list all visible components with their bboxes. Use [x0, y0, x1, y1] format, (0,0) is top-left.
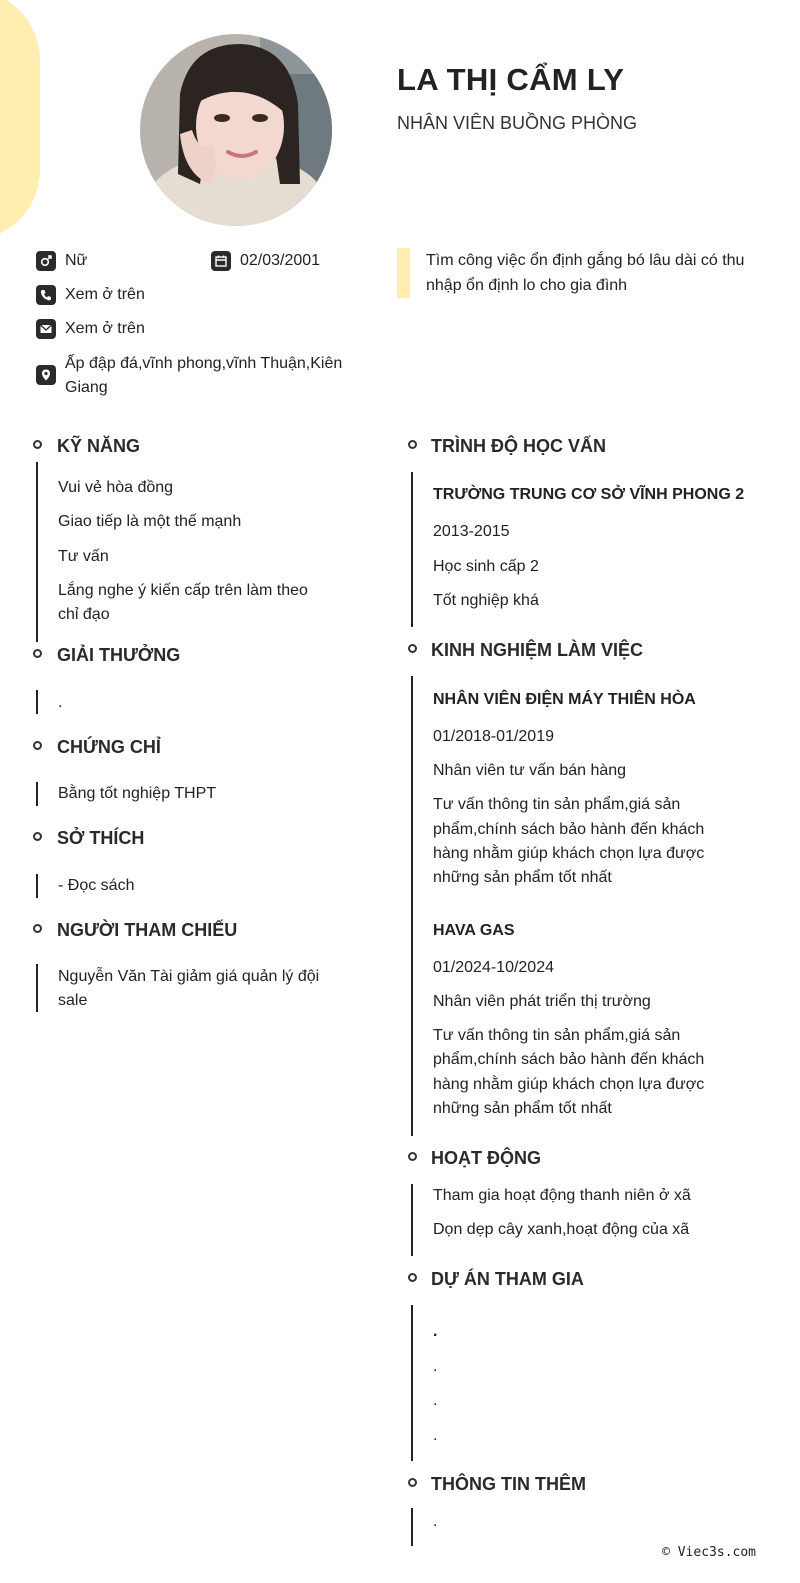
education-period: 2013-2015	[433, 523, 510, 540]
skills-title: KỸ NĂNG	[57, 436, 141, 456]
activities-title: HOẠT ĐỘNG	[431, 1148, 541, 1168]
job-position: Nhân viên tư vấn bán hàng	[433, 762, 627, 779]
skill-item: Tư vấn	[58, 548, 109, 565]
job-description-line: Tư vấn thông tin sản phẩm,giá sản	[433, 1027, 681, 1044]
section-bullet	[408, 440, 417, 449]
section-bullet	[408, 1478, 417, 1487]
email-icon	[36, 319, 56, 339]
job-title: NHÂN VIÊN BUỒNG PHÒNG	[397, 113, 638, 133]
project-item: .	[433, 1323, 438, 1340]
location-icon	[36, 365, 56, 385]
project-item: .	[433, 1392, 438, 1409]
birthday-row	[211, 251, 320, 273]
footer-copyright: © Viec3s.com	[662, 1545, 756, 1560]
job-description-line: hàng nhằm giúp khách chọn lựa được	[433, 845, 705, 862]
candidate-name: LA THỊ CẨM LY	[397, 62, 625, 97]
certificate-item: Bằng tốt nghiệp THPT	[58, 785, 217, 802]
gender-value: Nữ	[65, 252, 88, 269]
education-result: Tốt nghiệp khá	[433, 592, 539, 609]
project-item: .	[433, 1427, 438, 1444]
phone-icon	[36, 285, 56, 305]
decorative-accent-strip	[0, 0, 40, 240]
gender-icon	[36, 251, 56, 271]
job-description-line: Tư vấn thông tin sản phẩm,giá sản	[433, 796, 681, 813]
awards-title: GIẢI THƯỞNG	[57, 645, 181, 665]
job-description-line: phẩm,chính sách bảo hành đến khách	[433, 1051, 705, 1068]
section-bullet	[33, 924, 42, 933]
job-description-line: hàng nhằm giúp khách chọn lựa được	[433, 1076, 705, 1093]
phone-value: Xem ở trên	[65, 286, 145, 303]
section-bullet	[33, 440, 42, 449]
job-description-line: những sản phẩm tốt nhất	[433, 1100, 612, 1117]
section-bullet	[408, 1273, 417, 1282]
activity-item: Dọn dẹp cây xanh,hoạt động của xã	[433, 1221, 690, 1238]
career-objective	[426, 248, 771, 298]
gender-row	[36, 251, 87, 273]
email-row	[36, 319, 145, 341]
experience-title: KINH NGHIỆM LÀM VIỆC	[431, 640, 644, 660]
section-bullet	[33, 741, 42, 750]
section-line	[36, 690, 38, 714]
section-line	[36, 964, 38, 1012]
section-line	[36, 462, 38, 642]
address-value	[65, 352, 342, 400]
section-line	[411, 1508, 413, 1546]
objective-line-2: nhập ổn định lo cho gia đình	[426, 277, 628, 294]
education-school: TRƯỜNG TRUNG CƠ SỞ VĨNH PHONG 2	[433, 486, 745, 503]
section-line	[36, 874, 38, 898]
job-position: Nhân viên phát triển thị trường	[433, 993, 651, 1010]
avatar	[140, 34, 332, 226]
section-line	[411, 1305, 413, 1461]
hobbies-title: SỞ THÍCH	[57, 828, 145, 848]
section-bullet	[408, 1152, 417, 1161]
project-item: .	[433, 1358, 438, 1375]
address-row	[36, 354, 342, 400]
reference-item: sale	[58, 992, 88, 1009]
section-line	[36, 782, 38, 806]
education-title: TRÌNH ĐỘ HỌC VẤN	[431, 436, 606, 456]
skill-item: chỉ đạo	[58, 606, 110, 623]
projects-title: DỰ ÁN THAM GIA	[431, 1269, 584, 1289]
job-description-line: những sản phẩm tốt nhất	[433, 869, 612, 886]
section-line	[411, 1184, 413, 1256]
job-company: HAVA GAS	[433, 922, 515, 939]
skill-item: Giao tiếp là một thế mạnh	[58, 513, 242, 530]
objective-line-1: Tìm công việc ổn định gắng bó lâu dài có thu	[426, 252, 745, 269]
section-bullet	[408, 644, 417, 653]
job-period: 01/2024-10/2024	[433, 959, 554, 976]
skill-item: Vui vẻ hòa đồng	[58, 479, 174, 496]
avatar-photo	[140, 34, 332, 226]
birthday-value: 02/03/2001	[240, 252, 321, 269]
phone-row	[36, 285, 145, 307]
references-title: NGƯỜI THAM CHIẾU	[57, 920, 238, 940]
address-line-1: Ấp đập đá,vĩnh phong,vĩnh Thuận,Kiên	[65, 355, 343, 372]
email-value: Xem ở trên	[65, 320, 145, 337]
skill-item: Lắng nghe ý kiến cấp trên làm theo	[58, 582, 308, 599]
activity-item: Tham gia hoạt động thanh niên ở xã	[433, 1187, 691, 1204]
more-info-item: .	[433, 1513, 438, 1530]
hobby-item: - Đọc sách	[58, 877, 135, 894]
education-level: Học sinh cấp 2	[433, 558, 539, 575]
address-line-2: Giang	[65, 379, 108, 396]
objective-accent-bar	[397, 248, 410, 298]
calendar-icon	[211, 251, 231, 271]
section-line	[411, 472, 413, 627]
section-line	[411, 676, 413, 1136]
section-bullet	[33, 832, 42, 841]
section-bullet	[33, 649, 42, 658]
job-period: 01/2018-01/2019	[433, 728, 554, 745]
reference-item: Nguyễn Văn Tài giảm giá quản lý đội	[58, 968, 320, 985]
more-info-title: THÔNG TIN THÊM	[431, 1474, 586, 1494]
award-item: .	[58, 694, 63, 711]
job-description-line: phẩm,chính sách bảo hành đến khách	[433, 821, 705, 838]
certificates-title: CHỨNG CHỈ	[57, 737, 161, 757]
job-company: NHÂN VIÊN ĐIỆN MÁY THIÊN HÒA	[433, 691, 696, 708]
